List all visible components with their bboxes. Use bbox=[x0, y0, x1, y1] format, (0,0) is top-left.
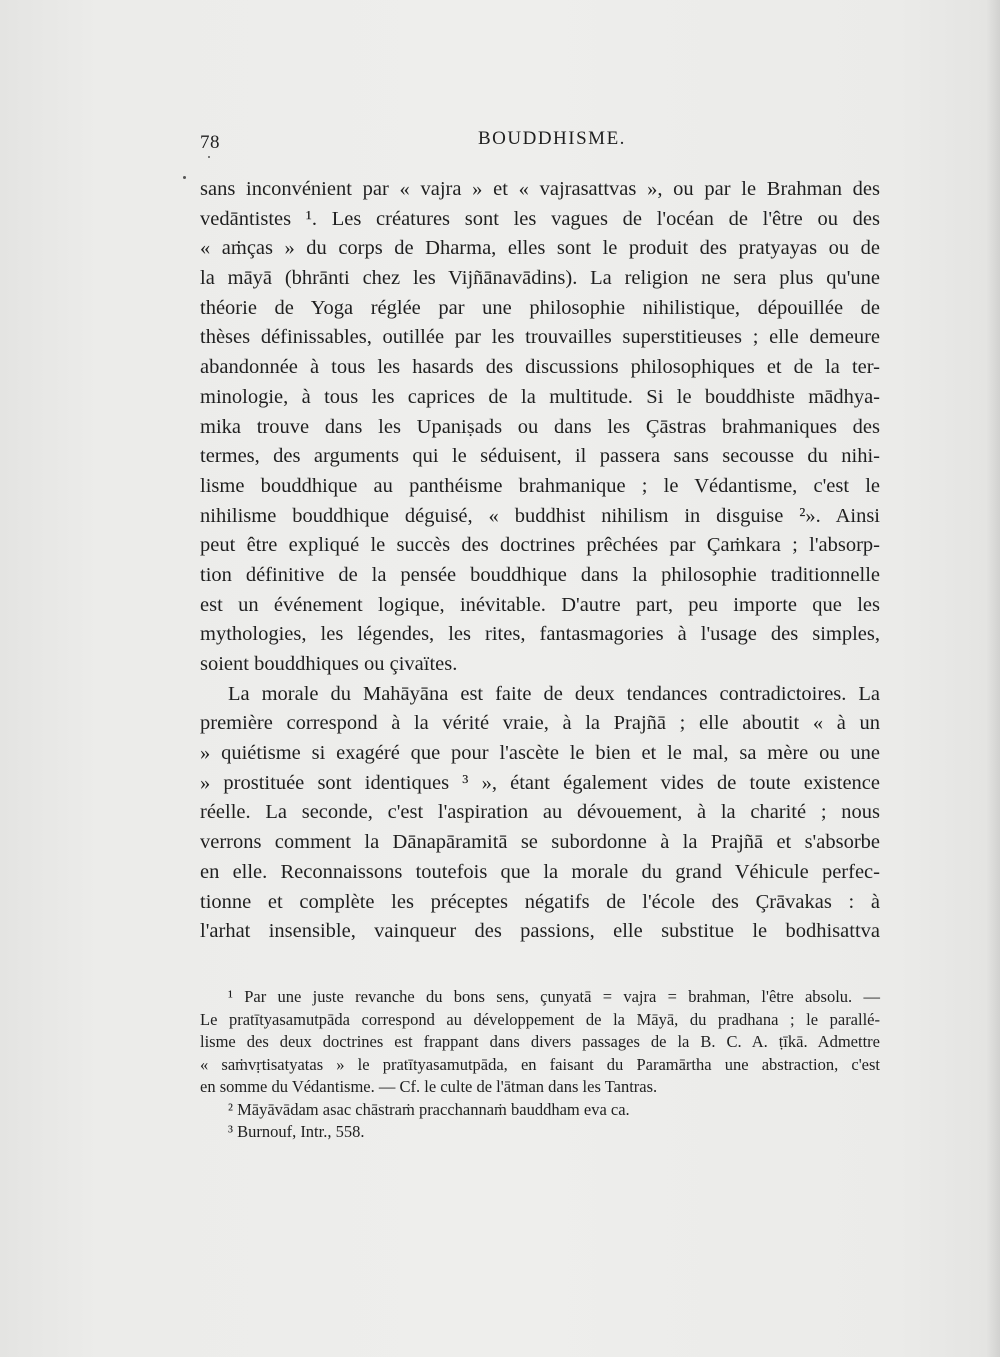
main-text bbox=[200, 175, 880, 947]
text-line: soient bouddhiques ou çivaïtes. bbox=[200, 653, 458, 675]
text-line: sans inconvénient par « vajra » et « vajrasattvas », ou par le Brahman des bbox=[200, 178, 880, 200]
text-line: l'arhat insensible, vainqueur des passions, elle substitue le bodhisattva bbox=[200, 920, 880, 943]
text-line: mythologies, les légendes, les rites, fantasmagories à l'usage des simples, bbox=[200, 623, 880, 646]
footnote-line: lisme des deux doctrines est frappant dans divers passages de la B. C. A. ṭīkā. Admettre bbox=[200, 1032, 880, 1051]
text-line: termes, des arguments qui le séduisent, il passera sans secousse du nihi- bbox=[200, 445, 880, 468]
text-line: verrons comment la Dānapāramitā se subordonne à la Prajñā et s'absorbe bbox=[200, 831, 880, 854]
page-header bbox=[200, 128, 880, 158]
footnotes bbox=[200, 986, 880, 1144]
footnote-line: ¹ Par une juste revanche du bons sens, çunyatā = vajra = brahman, l'être absolu. — bbox=[228, 987, 880, 1006]
text-line: thèses définissables, outillée par les trouvailles superstitieuses ; elle demeure bbox=[200, 326, 880, 349]
text-line: la māyā (bhrānti chez les Vijñānavādins). La religion ne sera plus qu'une bbox=[200, 267, 880, 290]
text-line: en elle. Reconnaissons toutefois que la morale du grand Véhicule perfec- bbox=[200, 860, 880, 883]
text-line: tion définitive de la pensée bouddhique dans la philosophie traditionnelle bbox=[200, 563, 880, 586]
text-line: lisme bouddhique au panthéisme brahmanique ; le Védantisme, c'est le bbox=[200, 474, 880, 497]
text-line: La morale du Mahāyāna est faite de deux tendances contradictoires. La bbox=[228, 682, 880, 705]
text-line: » quiétisme si exagéré que pour l'ascète le bien et le mal, sa mère ou une bbox=[200, 742, 880, 765]
text-line: nihilisme bouddhique déguisé, « buddhist nihilism in disguise ²». Ainsi bbox=[200, 504, 880, 527]
footnote-line: ² Māyāvādam asac chāstraṁ pracchannaṁ bauddham eva ca. bbox=[228, 1099, 630, 1119]
page-number: 78 bbox=[200, 132, 220, 153]
text-line: est un événement logique, inévitable. D'autre part, peu importe que les bbox=[200, 593, 880, 616]
footnote-line: en somme du Védantisme. — Cf. le culte de l'ātman dans les Tantras. bbox=[200, 1077, 658, 1096]
text-line: première correspond à la vérité vraie, à la Prajñā ; elle aboutit « à un bbox=[200, 712, 880, 735]
text-line: peut être expliqué le succès des doctrines prêchées par Çaṁkara ; l'absorp- bbox=[200, 534, 880, 557]
text-line: mika trouve dans les Upaniṣads ou dans les Çāstras brahmaniques des bbox=[200, 415, 880, 438]
footnote-line: Le pratītyasamutpāda correspond au développement de la Māyā, du pradhana ; le parallé- bbox=[200, 1009, 880, 1029]
footnote-line: ³ Burnouf, Intr., 558. bbox=[228, 1122, 365, 1141]
text-line: vedāntistes ¹. Les créatures sont les vagues de l'océan de l'être ou des bbox=[200, 207, 880, 230]
running-head: BOUDDHISME. bbox=[478, 128, 626, 149]
text-line: » prostituée sont identiques ³ », étant également vides de toute existence bbox=[200, 771, 880, 794]
text-line: minologie, à tous les caprices de la multitude. Si le bouddhiste mādhya- bbox=[200, 385, 880, 408]
paper-speck bbox=[183, 176, 186, 179]
text-line: théorie de Yoga réglée par une philosophie nihilistique, dépouillée de bbox=[200, 296, 880, 319]
text-line: réelle. La seconde, c'est l'aspiration au dévouement, à la charité ; nous bbox=[200, 801, 880, 824]
text-line: « aṁças » du corps de Dharma, elles sont le produit des pratyayas ou de bbox=[200, 237, 880, 260]
footnote-line: « saṁvṛtisatyatas » le pratītyasamutpāda, en faisant du Paramārtha une abstraction, c'est bbox=[200, 1054, 880, 1074]
paper-speck bbox=[208, 156, 210, 158]
page-edge-shadow bbox=[986, 0, 1000, 1357]
text-line: tionne et complète les préceptes négatifs de l'école des Çrāvakas : à bbox=[200, 890, 880, 913]
text-line: abandonnée à tous les hasards des discussions philosophiques et de la ter- bbox=[200, 356, 880, 379]
